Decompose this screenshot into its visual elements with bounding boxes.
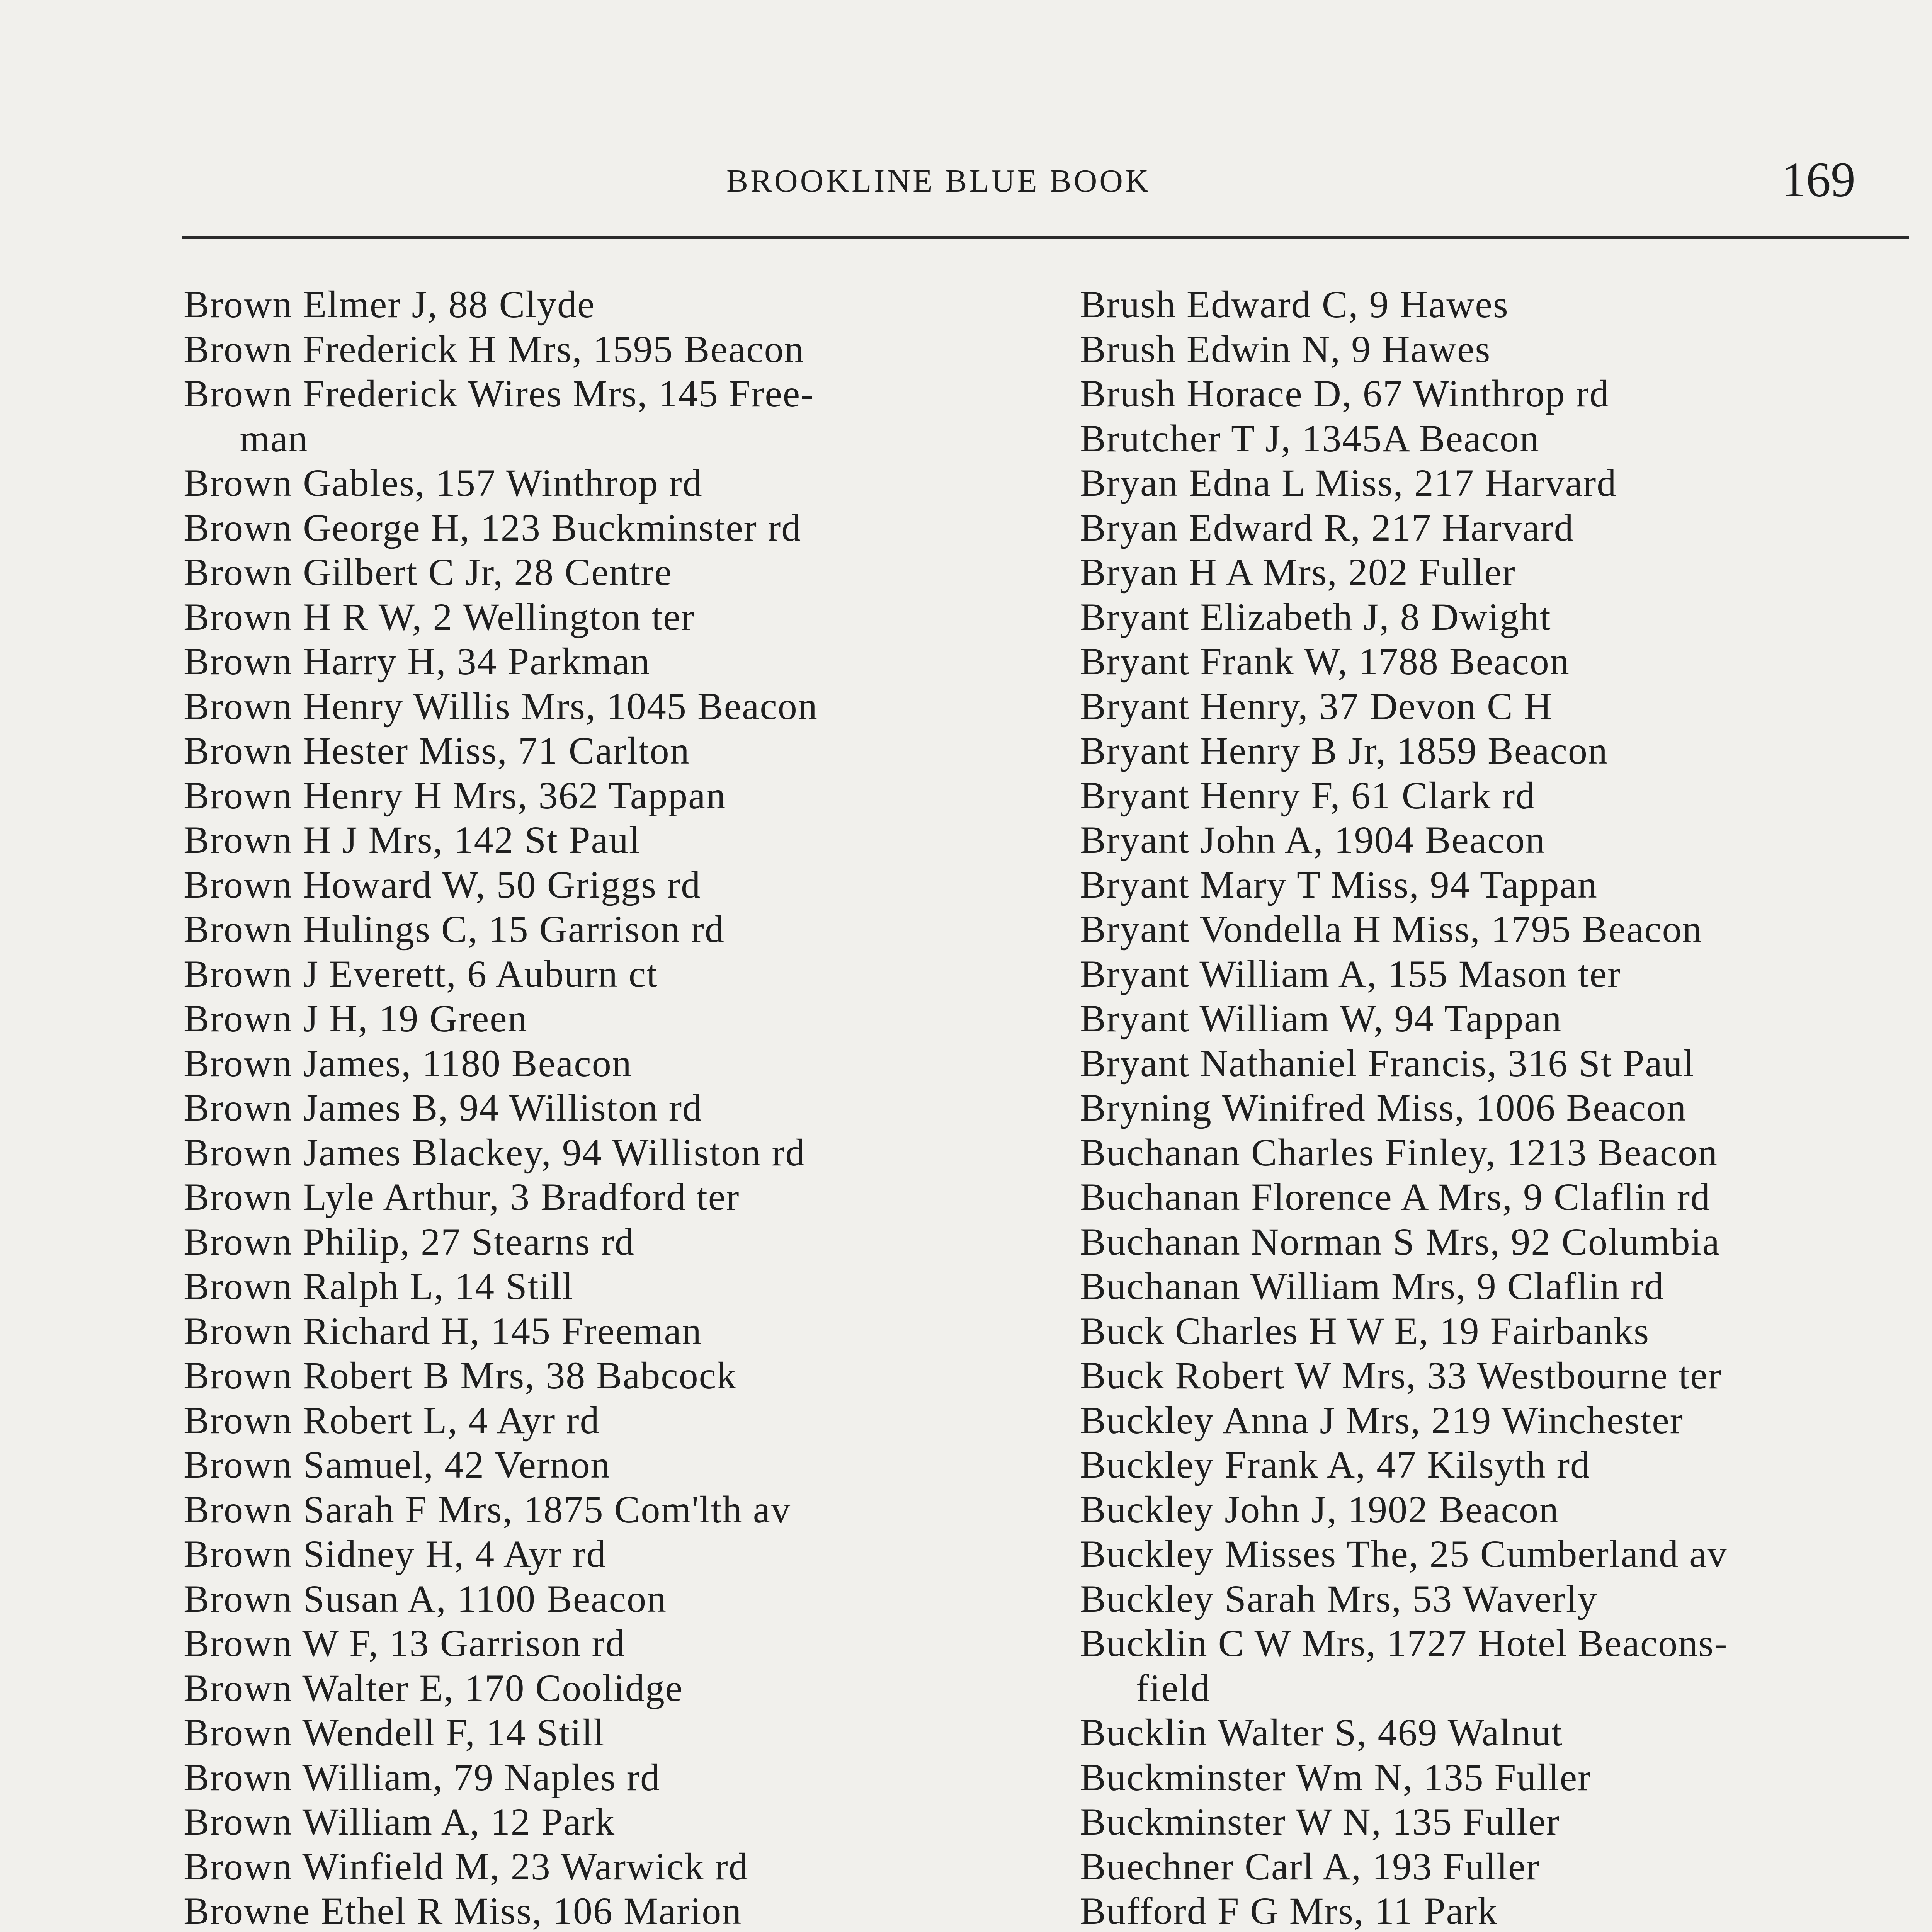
directory-entry xyxy=(184,1844,1041,1889)
directory-entry xyxy=(184,1130,1041,1175)
directory-entry xyxy=(184,862,1041,907)
directory-entry xyxy=(1080,1353,1922,1398)
entry-text: Brown Hester Miss, 71 Carlton xyxy=(184,729,690,772)
entry-text: Brown George H, 123 Buckminster rd xyxy=(184,506,802,549)
entry-text: Brown William A, 12 Park xyxy=(184,1800,616,1843)
directory-entry xyxy=(184,1889,1041,1932)
directory-entry xyxy=(1080,818,1922,862)
entry-text: Brown Lyle Arthur, 3 Bradford ter xyxy=(184,1175,740,1218)
entry-text: Brown Sarah F Mrs, 1875 Com'lth av xyxy=(184,1488,791,1531)
entry-text: Buckminster W N, 135 Fuller xyxy=(1080,1800,1560,1843)
directory-entry xyxy=(1080,1799,1922,1844)
entry-text: Brown Harry H, 34 Parkman xyxy=(184,640,651,683)
entry-text: Bucklin Walter S, 469 Walnut xyxy=(1080,1711,1563,1754)
directory-entry xyxy=(1080,1755,1922,1800)
entry-text: Bryant Henry, 37 Devon C H xyxy=(1080,684,1553,728)
directory-entry xyxy=(184,327,1041,372)
directory-entry xyxy=(184,1309,1041,1354)
directory-entry xyxy=(1080,1398,1922,1443)
entry-text: Bryant William A, 155 Mason ter xyxy=(1080,952,1621,995)
entry-text: Buchanan Florence A Mrs, 9 Claflin rd xyxy=(1080,1175,1711,1218)
directory-entry xyxy=(1080,952,1922,997)
entry-text: Buchanan William Mrs, 9 Claflin rd xyxy=(1080,1265,1664,1308)
directory-entry xyxy=(1080,1085,1922,1130)
right-directory-column xyxy=(1080,282,1922,1932)
entry-text: Brown W F, 13 Garrison rd xyxy=(184,1622,626,1665)
directory-entry xyxy=(184,1041,1041,1086)
entry-text: Brown Ralph L, 14 Still xyxy=(184,1265,574,1308)
entry-text: Brush Edwin N, 9 Hawes xyxy=(1080,327,1491,371)
directory-entry xyxy=(1080,684,1922,729)
entry-text: Brutcher T J, 1345A Beacon xyxy=(1080,417,1540,460)
entry-text: Brown Gilbert C Jr, 28 Centre xyxy=(184,551,672,594)
entry-text: Brown H R W, 2 Wellington ter xyxy=(184,595,695,638)
entry-text: Brown James B, 94 Williston rd xyxy=(184,1086,703,1129)
directory-entry xyxy=(184,639,1041,684)
entry-text: Bryant Henry F, 61 Clark rd xyxy=(1080,774,1536,817)
entry-text: Buchanan Charles Finley, 1213 Beacon xyxy=(1080,1131,1718,1174)
entry-text: Brown Frederick H Mrs, 1595 Beacon xyxy=(184,327,804,371)
top-rule xyxy=(182,236,1909,239)
entry-text: Buckley Misses The, 25 Cumberland av xyxy=(1080,1532,1728,1575)
directory-entry xyxy=(184,1085,1041,1130)
directory-entry xyxy=(184,818,1041,862)
entry-text: Bryant Vondella H Miss, 1795 Beacon xyxy=(1080,908,1702,951)
directory-entry xyxy=(1080,282,1922,327)
entry-continuation: man xyxy=(240,417,309,460)
directory-entry xyxy=(184,461,1041,505)
entry-continuation: field xyxy=(1136,1666,1211,1709)
directory-entry xyxy=(184,1442,1041,1487)
directory-entry xyxy=(184,1532,1041,1577)
directory-entry xyxy=(184,1799,1041,1844)
directory-entry xyxy=(1080,505,1922,550)
entry-text: Brown Frederick Wires Mrs, 145 Free- xyxy=(184,372,815,415)
directory-entry xyxy=(184,907,1041,952)
directory-entry xyxy=(1080,862,1922,907)
entry-text: Bryan Edward R, 217 Harvard xyxy=(1080,506,1574,549)
directory-entry xyxy=(1080,1844,1922,1889)
entry-text: Bryant John A, 1904 Beacon xyxy=(1080,818,1546,861)
entry-text: Bufford F G Mrs, 11 Park xyxy=(1080,1889,1498,1932)
entry-text: Brown Walter E, 170 Coolidge xyxy=(184,1666,684,1709)
entry-text: Brown Richard H, 145 Freeman xyxy=(184,1309,702,1352)
entry-text: Buechner Carl A, 193 Fuller xyxy=(1080,1845,1540,1888)
running-title: BROOKLINE BLUE BOOK xyxy=(726,163,1151,199)
directory-entry xyxy=(1080,461,1922,505)
entry-text: Brown Sidney H, 4 Ayr rd xyxy=(184,1532,607,1575)
entry-text: Bryant Frank W, 1788 Beacon xyxy=(1080,640,1570,683)
entry-text: Brown Wendell F, 14 Still xyxy=(184,1711,605,1754)
entry-text: Bryant Henry B Jr, 1859 Beacon xyxy=(1080,729,1608,772)
entry-text: Bryan Edna L Miss, 217 Harvard xyxy=(1080,461,1617,504)
directory-entry xyxy=(1080,1487,1922,1532)
directory-entry xyxy=(1080,1442,1922,1487)
entry-text: Buckley Anna J Mrs, 219 Winchester xyxy=(1080,1398,1684,1442)
entry-text: Brown James, 1180 Beacon xyxy=(184,1041,632,1085)
entry-text: Bryan H A Mrs, 202 Fuller xyxy=(1080,551,1516,594)
directory-entry xyxy=(184,952,1041,997)
entry-text: Buckley John J, 1902 Beacon xyxy=(1080,1488,1559,1531)
entry-text: Bryant Elizabeth J, 8 Dwight xyxy=(1080,595,1551,638)
directory-entry xyxy=(1080,996,1922,1041)
directory-entry xyxy=(1080,1889,1922,1932)
entry-text: Brown William, 79 Naples rd xyxy=(184,1755,661,1799)
entry-text: Brush Edward C, 9 Hawes xyxy=(1080,283,1509,326)
directory-entry xyxy=(184,1621,1041,1666)
entry-text: Brown H J Mrs, 142 St Paul xyxy=(184,818,641,861)
directory-entry xyxy=(1080,773,1922,818)
entry-text: Buckley Sarah Mrs, 53 Waverly xyxy=(1080,1577,1598,1620)
page-number: 169 xyxy=(1781,152,1855,207)
entry-text: Brown Susan A, 1100 Beacon xyxy=(184,1577,667,1620)
directory-entry xyxy=(184,1755,1041,1800)
entry-text: Bryning Winifred Miss, 1006 Beacon xyxy=(1080,1086,1687,1129)
entry-text: Buckley Frank A, 47 Kilsyth rd xyxy=(1080,1443,1591,1486)
entry-text: Bryant William W, 94 Tappan xyxy=(1080,997,1562,1040)
entry-text: Brown Samuel, 42 Vernon xyxy=(184,1443,611,1486)
directory-entry xyxy=(1080,1219,1922,1264)
directory-entry xyxy=(1080,728,1922,773)
directory-entry xyxy=(1080,1532,1922,1577)
directory-entry xyxy=(184,1353,1041,1398)
directory-entry xyxy=(184,550,1041,595)
directory-entry xyxy=(184,1577,1041,1621)
entry-text: Bryant Mary T Miss, 94 Tappan xyxy=(1080,863,1598,906)
directory-entry xyxy=(184,371,1041,461)
directory-entry xyxy=(184,996,1041,1041)
directory-entry xyxy=(184,282,1041,327)
directory-entry xyxy=(1080,371,1922,416)
entry-text: Brown Henry Willis Mrs, 1045 Beacon xyxy=(184,684,818,728)
entry-text: Brush Horace D, 67 Winthrop rd xyxy=(1080,372,1610,415)
directory-entry xyxy=(1080,1130,1922,1175)
directory-entry xyxy=(1080,1175,1922,1219)
directory-entry xyxy=(184,1487,1041,1532)
entry-text: Brown J Everett, 6 Auburn ct xyxy=(184,952,658,995)
directory-entry xyxy=(1080,595,1922,639)
directory-entry xyxy=(184,1666,1041,1711)
entry-text: Brown Philip, 27 Stearns rd xyxy=(184,1220,635,1263)
entry-text: Buck Robert W Mrs, 33 Westbourne ter xyxy=(1080,1354,1722,1397)
directory-entry xyxy=(184,728,1041,773)
directory-entry xyxy=(1080,1710,1922,1755)
directory-entry xyxy=(1080,639,1922,684)
directory-entry xyxy=(1080,1264,1922,1309)
entry-text: Brown Henry H Mrs, 362 Tappan xyxy=(184,774,726,817)
entry-text: Bryant Nathaniel Francis, 316 St Paul xyxy=(1080,1041,1695,1085)
entry-text: Buck Charles H W E, 19 Fairbanks xyxy=(1080,1309,1650,1352)
directory-entry xyxy=(184,1175,1041,1219)
directory-entry xyxy=(184,595,1041,639)
directory-entry xyxy=(1080,907,1922,952)
entry-text: Brown Hulings C, 15 Garrison rd xyxy=(184,908,725,951)
left-directory-column xyxy=(184,282,1041,1932)
entry-text: Buckminster Wm N, 135 Fuller xyxy=(1080,1755,1592,1799)
directory-entry xyxy=(184,1710,1041,1755)
directory-entry xyxy=(1080,1577,1922,1621)
directory-entry xyxy=(1080,1309,1922,1354)
entry-text: Brown Gables, 157 Winthrop rd xyxy=(184,461,703,504)
directory-entry xyxy=(184,1264,1041,1309)
directory-entry xyxy=(184,505,1041,550)
entry-text: Brown James Blackey, 94 Williston rd xyxy=(184,1131,806,1174)
entry-text: Brown Howard W, 50 Griggs rd xyxy=(184,863,701,906)
entry-text: Buchanan Norman S Mrs, 92 Columbia xyxy=(1080,1220,1720,1263)
directory-entry xyxy=(184,684,1041,729)
directory-entry xyxy=(1080,1621,1922,1710)
directory-entry xyxy=(1080,550,1922,595)
entry-text: Brown Robert B Mrs, 38 Babcock xyxy=(184,1354,737,1397)
directory-entry xyxy=(184,1398,1041,1443)
entry-text: Brown Winfield M, 23 Warwick rd xyxy=(184,1845,749,1888)
entry-text: Brown Robert L, 4 Ayr rd xyxy=(184,1398,600,1442)
directory-entry xyxy=(1080,1041,1922,1086)
entry-text: Bucklin C W Mrs, 1727 Hotel Beacons- xyxy=(1080,1622,1728,1665)
directory-entry xyxy=(1080,327,1922,372)
directory-entry xyxy=(184,773,1041,818)
directory-entry xyxy=(1080,416,1922,461)
entry-text: Browne Ethel R Miss, 106 Marion xyxy=(184,1889,742,1932)
entry-text: Brown J H, 19 Green xyxy=(184,997,528,1040)
directory-entry xyxy=(184,1219,1041,1264)
entry-text: Brown Elmer J, 88 Clyde xyxy=(184,283,595,326)
